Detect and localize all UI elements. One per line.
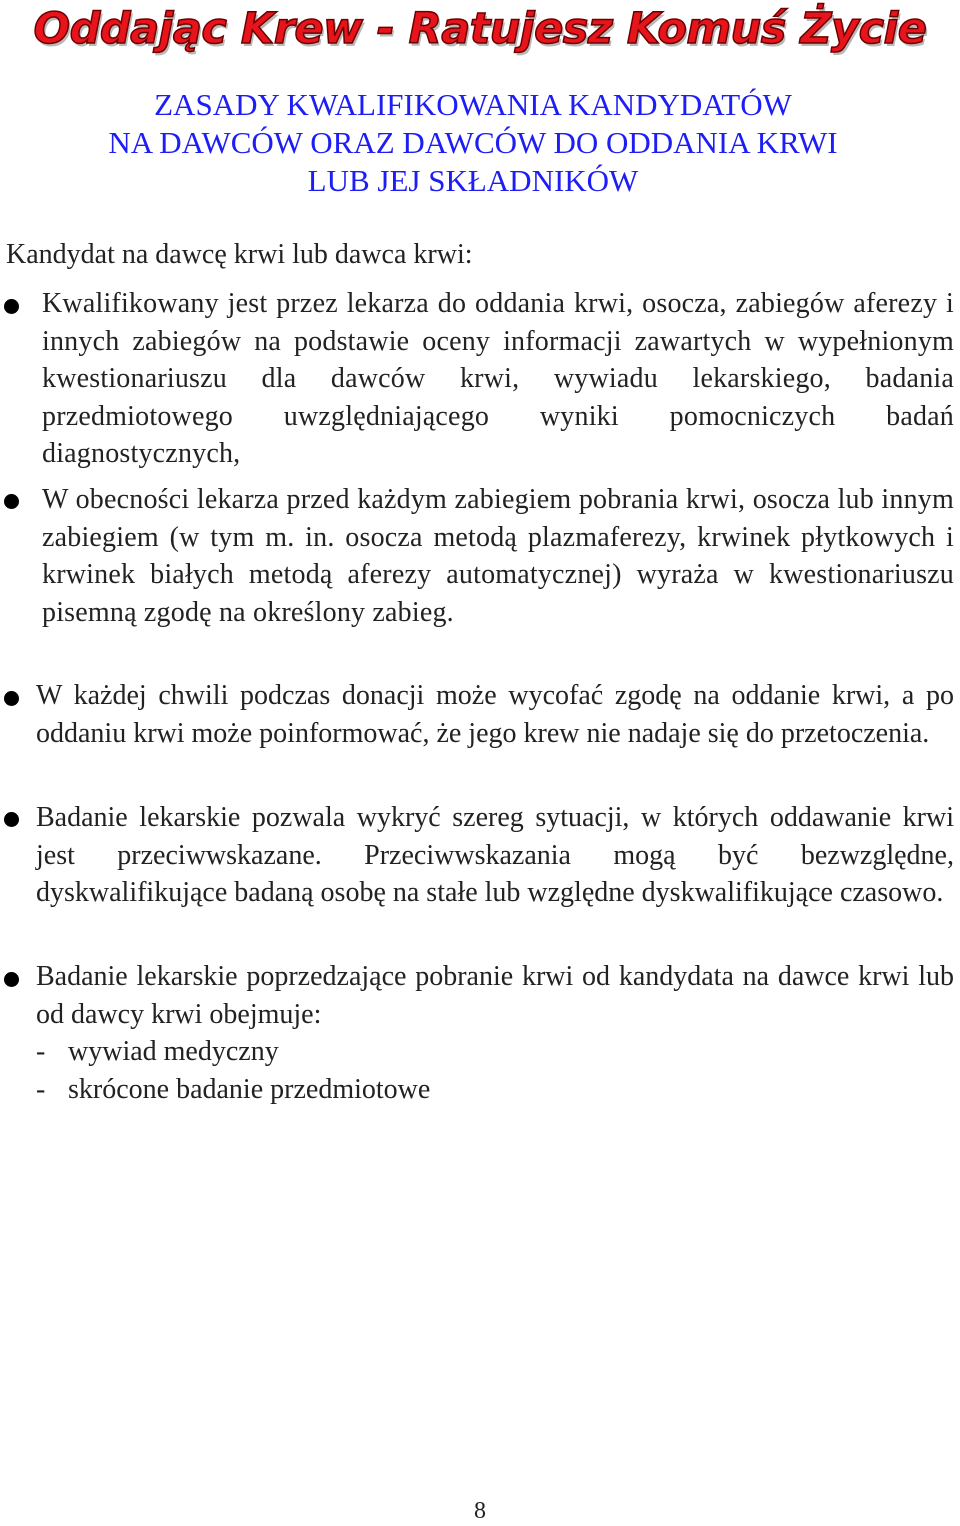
page-number: 8	[474, 1498, 486, 1524]
bullet-icon	[4, 812, 19, 827]
list-item-text	[36, 958, 954, 1108]
bullet-icon	[4, 494, 19, 509]
bullet-icon	[4, 972, 19, 987]
list-item-text: W obecności lekarza przed każdym zabiegiem pobrania krwi, osocza lub innym zabiegiem (w tym m. in. osocza metodą plazmaferezy, krwinek płytkowych i krwinek białych metodą aferezy automatycznej) wyraża w kwestionariuszu pisemną zgodę na określony zabieg.	[42, 484, 954, 628]
sub-list-item-text: wywiad medyczny	[68, 1036, 279, 1067]
document-heading	[0, 86, 946, 200]
dash-marker: -	[36, 1036, 46, 1067]
heading-line-3: LUB JEJ SKŁADNIKÓW	[307, 163, 639, 198]
sub-list-item	[36, 1033, 954, 1071]
list-item-text-body: Badanie lekarskie poprzedzające pobranie krwi od kandydata na dawce krwi lub od dawcy krwi obejmuje:	[36, 961, 954, 1030]
sub-list-item	[36, 1071, 954, 1109]
heading-line-2: NA DAWCÓW ORAZ DAWCÓW DO ODDANIA KRWI	[108, 125, 838, 160]
banner-title: Oddając Krew - Ratujesz Komuś Życie	[33, 4, 927, 54]
heading-line-1: ZASADY KWALIFIKOWANIA KANDYDATÓW	[154, 87, 792, 122]
dash-marker: -	[36, 1073, 46, 1105]
sub-list-item-text: skrócone badanie przedmiotowe	[68, 1073, 431, 1105]
bullet-icon	[4, 691, 19, 706]
list-item-text: Kwalifikowany jest przez lekarza do oddania krwi, osocza, zabiegów aferezy i innych zabiegów na podstawie oceny informacji zawartych w wypełnionym kwestionariuszu dla dawców krwi, wywiadu lekarskiego, badania przedmiotowego uwzględniającego wyniki pomocniczych badań diagnostycznych,	[42, 288, 954, 470]
list-item-text: W każdej chwili podczas donacji może wycofać zgodę na oddanie krwi, a po oddaniu krwi może poinformować, że jego krew nie nadaje się do przetoczenia.	[36, 680, 954, 749]
intro-text: Kandydat na dawcę krwi lub dawca krwi:	[6, 239, 473, 270]
bullet-icon	[4, 299, 19, 314]
list-item-text: Badanie lekarskie pozwala wykryć szereg sytuacji, w których oddawanie krwi jest przeciwwskazane. Przeciwwskazania mogą być bezwzględne, dyskwalifikujące badaną osobę na stałe lub względne dyskwalifikujące czasowo.	[36, 802, 954, 908]
